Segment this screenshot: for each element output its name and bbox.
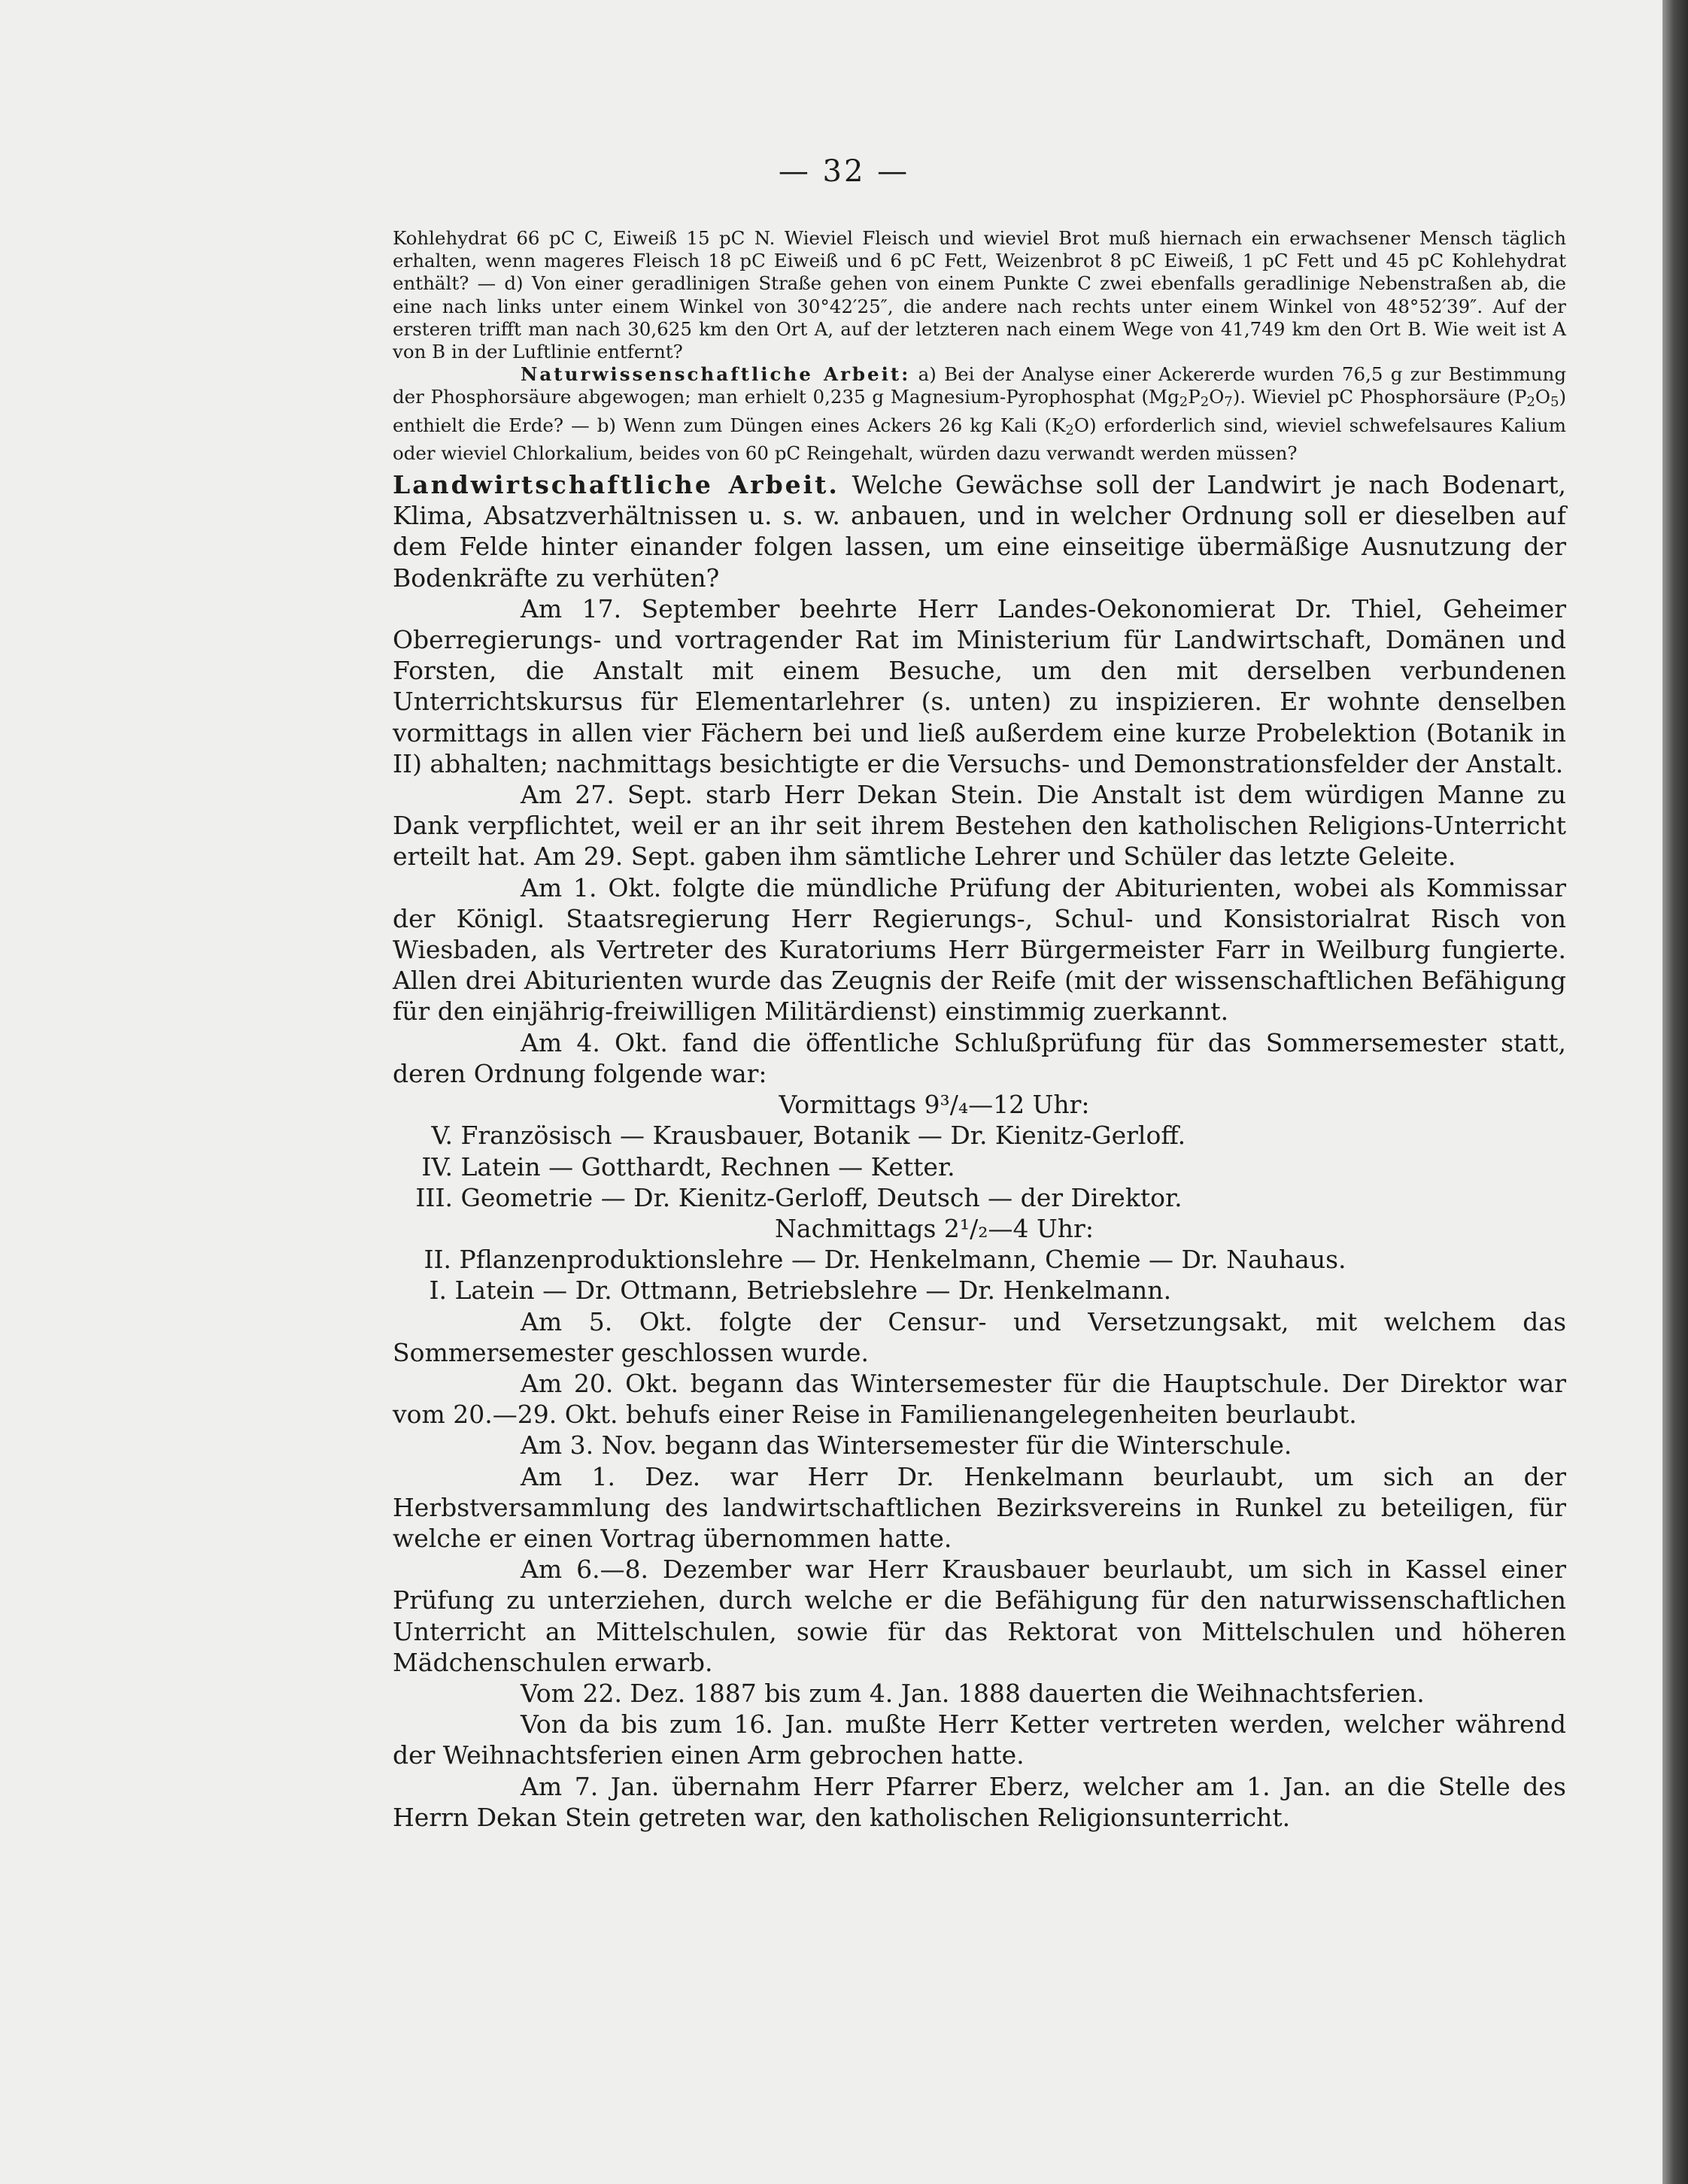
page-number: — 32 —	[778, 154, 910, 189]
grade-label: I.	[429, 1276, 447, 1306]
chronicle-paragraph: Am 17. September beehrte Herr Landes-Oekonomierat Dr. Thiel, Geheimer Oberregierungs- und vortragender Rat im Ministerium für Landwirtschaft, Domänen und Forsten, die Anstalt mit einem Besuche, um den mit derselben verbundenen Unterrichtskursus für Elementarlehrer (s. unten) zu inspizieren. Er wohnte denselben vormittags in allen vier Fächern bei und ließ außerdem eine kurze Probelektion (Botanik in II) abhalten; nachmittags besichtigte er die Versuchs- und Demonstrationsfelder der Anstalt.	[393, 593, 1566, 778]
chronicle-paragraph: Vom 22. Dez. 1887 bis zum 4. Jan. 1888 dauerten die Weihnachtsferien.	[521, 1678, 1425, 1708]
agriculture-question: Landwirtschaftliche Arbeit. Welche Gewächse soll der Landwirt je nach Bodenart, Klima, Absatzverhältnissen u. s. w. anbauen, und in welcher Ordnung soll er dieselben auf dem Felde hinter einander folgen lassen, um eine einseitige übermäßige Ausnutzung der Bodenkräfte zu verhüten?	[393, 470, 1566, 593]
chronicle-paragraph: Am 1. Okt. folgte die mündliche Prüfung der Abiturienten, wobei als Kommissar der Königl. Staatsregierung Herr Regierungs-, Schul- und Konsistorialrat Risch von Wiesbaden, als Vertreter des Kuratoriums Herr Bürgermeister Farr in Weilburg fungierte. Allen drei Abiturienten wurde das Zeugnis der Reife (mit der wissenschaftlichen Befähigung für den einjährig-freiwilligen Militärdienst) einstimmig zuerkannt.	[393, 872, 1566, 1027]
schedule-row	[393, 1244, 1566, 1275]
chronicle-paragraph: Am 27. Sept. starb Herr Dekan Stein. Die Anstalt ist dem würdigen Manne zu Dank verpflichtet, weil er an ihr seit ihrem Bestehen den katholischen Religions-Unterricht erteilt hat. Am 29. Sept. gaben ihm sämtliche Lehrer und Schüler das letzte Geleite.	[393, 780, 1566, 872]
book-binding-edge	[1662, 0, 1688, 2184]
schedule-subjects: Pflanzenproduktionslehre — Dr. Henkelmann, Chemie — Dr. Nauhaus.	[459, 1245, 1346, 1275]
page-content	[393, 227, 1566, 1833]
schedule-subjects: Latein — Dr. Ottmann, Betriebslehre — Dr. Henkelmann.	[454, 1276, 1172, 1306]
grade-label: IV.	[421, 1151, 453, 1181]
exam-questions-block	[393, 227, 1566, 465]
afternoon-label: Nachmittags 2¹/₂—4 Uhr:	[775, 1213, 1094, 1243]
exam-schedule	[393, 1089, 1566, 1306]
natural-science-question: Naturwissenschaftliche Arbeit: a) Bei der Analyse einer Ackererde wurden 76,5 g zur Bestimmung der Phosphorsäure abgewogen; man erhielt 0,235 g Magnesium-Pyrophosphat $(Mg_2P_2O_7)$. Wieviel pC Phosphorsäure $(P_2O_5)$ enthielt die Erde? — b) Wenn zum Düngen eines Ackers 26 kg Kali $(K_2O)$ erforderlich sind, wieviel schwefelsaures Kalium oder wieviel Chlorkalium, beides von 60 pC Reingehalt, würden dazu verwandt werden müssen?	[393, 363, 1567, 464]
chronicle-block	[393, 469, 1566, 1833]
grade-label: III.	[415, 1182, 453, 1212]
grade-label: V.	[431, 1121, 453, 1151]
schedule-row	[393, 1275, 1566, 1306]
schedule-subjects: Geometrie — Dr. Kienitz-Gerloff, Deutsch — der Direktor.	[460, 1182, 1183, 1212]
chronicle-paragraph: Am 1. Dez. war Herr Dr. Henkelmann beurlaubt, um sich an der Herbstversammlung des landwirtschaftlichen Bezirksvereins in Runkel zu beteiligen, für welche er einen Vortrag übernommen hatte.	[393, 1461, 1566, 1553]
schedule-subjects: Latein — Gotthardt, Rechnen — Ketter.	[460, 1151, 955, 1181]
chronicle-paragraph: Am 6.—8. Dezember war Herr Krausbauer beurlaubt, um sich in Kassel einer Prüfung zu unterziehen, durch welche er die Befähigung für den naturwissenschaftlichen Unterricht an Mittelschulen, sowie für das Rektorat von Mittelschulen und höheren Mädchenschulen erwarb.	[393, 1555, 1566, 1677]
chronicle-paragraph: Von da bis zum 16. Jan. mußte Herr Ketter vertreten werden, welcher während der Weihnachtsferien einen Arm gebrochen hatte.	[393, 1709, 1566, 1770]
natural-science-heading: Naturwissenschaftliche Arbeit:	[521, 363, 911, 386]
grade-label: II.	[424, 1245, 451, 1275]
schedule-row	[393, 1182, 1566, 1213]
morning-label: Vormittags 9³/₄—12 Uhr:	[779, 1090, 1090, 1120]
chronicle-paragraph: Am 3. Nov. begann das Wintersemester für die Winterschule.	[521, 1430, 1292, 1461]
chronicle-paragraph: Am 5. Okt. folgte der Censur- und Versetzungsakt, mit welchem das Sommersemester geschlossen wurde.	[393, 1306, 1566, 1367]
schedule-row	[393, 1120, 1566, 1151]
chronicle-paragraph: Am 4. Okt. fand die öffentliche Schlußprüfung für das Sommersemester statt, deren Ordnung folgende war:	[393, 1027, 1566, 1088]
agriculture-heading: Landwirtschaftliche Arbeit.	[393, 470, 839, 500]
chronicle-paragraph: Am 7. Jan. übernahm Herr Pfarrer Eberz, welcher am 1. Jan. an die Stelle des Herrn Dekan Stein getreten war, den katholischen Religionsunterricht.	[393, 1771, 1566, 1832]
schedule-row	[393, 1151, 1566, 1182]
math-question-text: Kohlehydrat 66 pC C, Eiweiß 15 pC N. Wieviel Fleisch und wieviel Brot muß hiernach ein erwachsener Mensch täglich erhalten, wenn mageres Fleisch 18 pC Eiweiß und 6 pC Fett, Weizenbrot 8 pC Eiweiß, 1 pC Fett und 45 pC Kohlehydrat enthält? — d) Von einer geradlinigen Straße gehen von einem Punkte C zwei ebenfalls geradlinige Nebenstraßen ab, die eine nach links unter einem Winkel von 30°42′25″, die andere nach rechts unter einem Winkel von 48°52′39″. Auf der ersteren trifft man nach 30,625 km den Ort A, auf der letzteren nach einem Wege von 41,749 km den Ort B. Wie weit ist A von B in der Luftlinie entfernt?	[393, 227, 1566, 363]
schedule-subjects: Französisch — Krausbauer, Botanik — Dr. Kienitz-Gerloff.	[460, 1121, 1186, 1151]
chronicle-paragraph: Am 20. Okt. begann das Wintersemester für die Hauptschule. Der Direktor war vom 20.—29. Okt. behufs einer Reise in Familienangelegenheiten beurlaubt.	[393, 1368, 1566, 1430]
